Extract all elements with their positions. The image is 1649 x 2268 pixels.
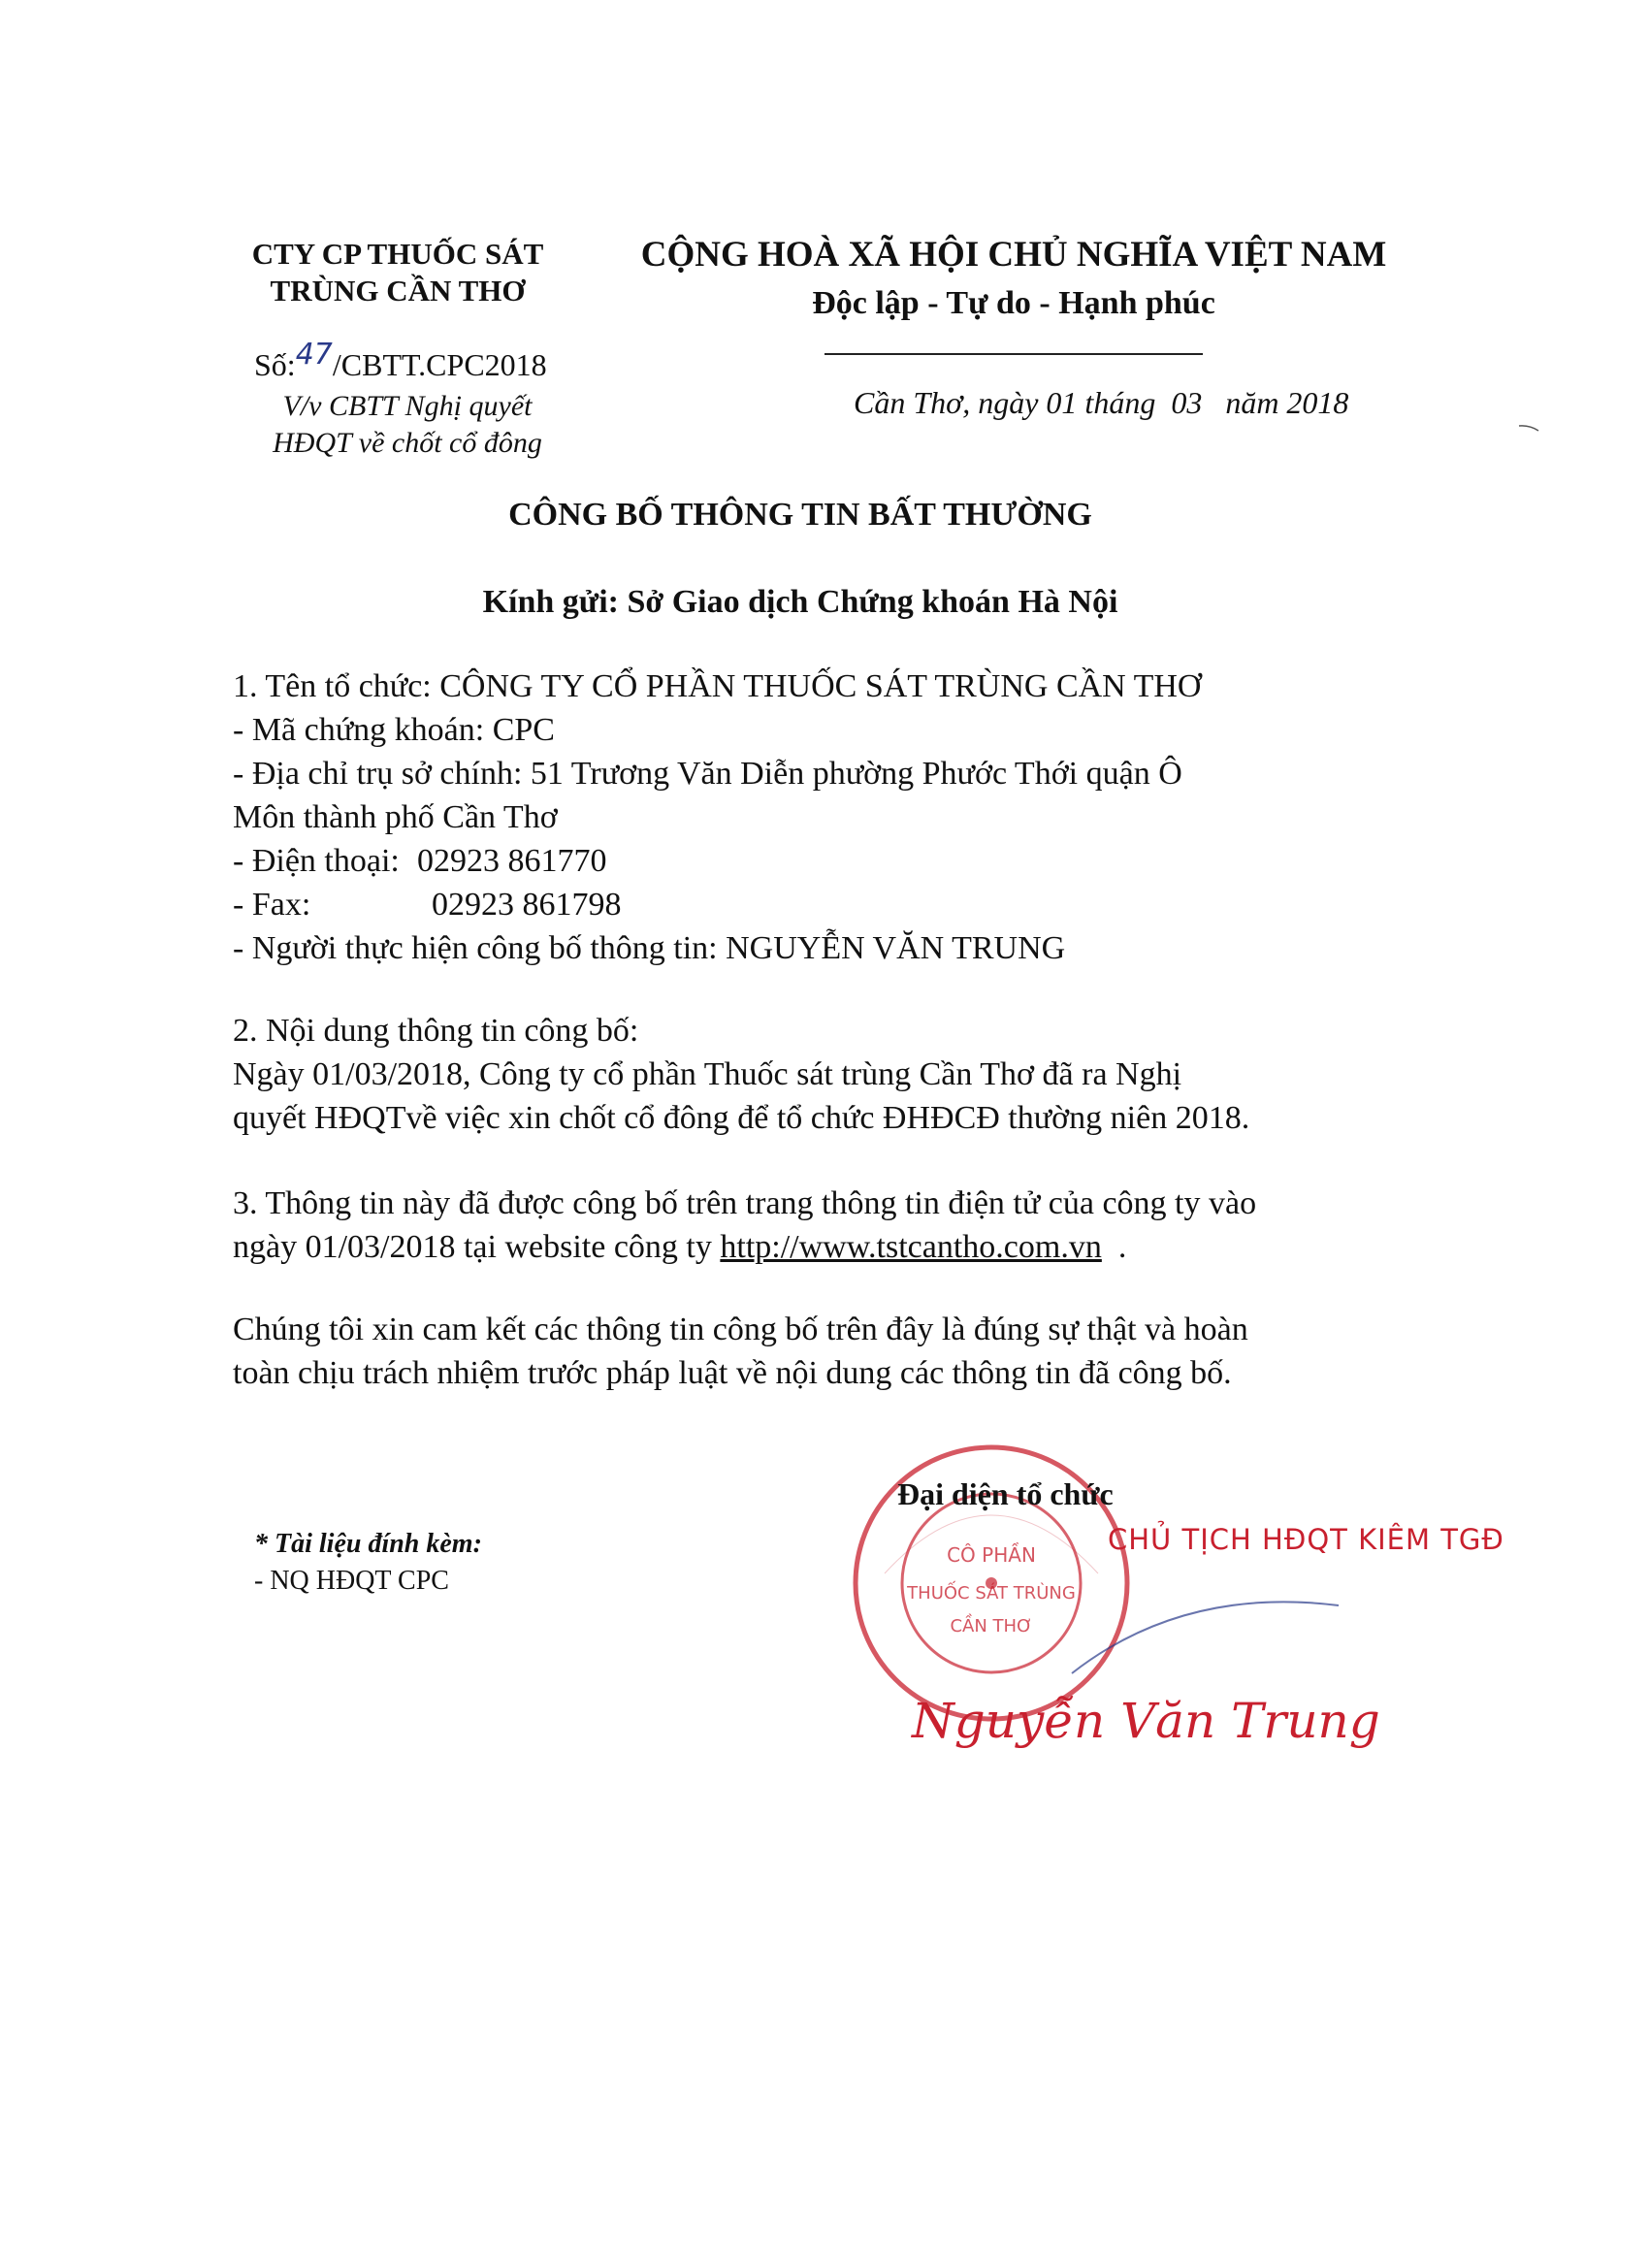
phone-number: 02923 861770 [417, 843, 607, 879]
section-organization [233, 664, 1436, 970]
motto-underline [824, 353, 1203, 355]
phone-label: - Điện thoại: [233, 843, 400, 879]
document-number [254, 338, 547, 383]
section2-line1: Ngày 01/03/2018, Công ty cổ phần Thuốc sát trùng Cần Thơ đã ra Nghị [233, 1056, 1182, 1092]
doc-no-handwritten: 47 [295, 338, 333, 372]
attachment-item: - NQ HĐQT CPC [254, 1566, 449, 1596]
section3-line2-prefix: ngày 01/03/2018 tại website công ty [233, 1229, 721, 1265]
company-name-line2: TRÙNG CẦN THƠ [270, 274, 526, 308]
fax-label: - Fax: [233, 887, 311, 923]
subject-line1: V/v CBTT Nghị quyết [282, 390, 533, 422]
commitment-line1: Chúng tôi xin cam kết các thông tin công bố trên đây là đúng sự thật và hoàn [233, 1312, 1248, 1347]
national-header [582, 231, 1445, 328]
company-name-line1: CTY CP THUỐC SÁT [251, 237, 544, 271]
discloser: - Người thực hiện công bố thông tin: NGUYỄN VĂN TRUNG [233, 930, 1066, 966]
section-content [233, 1009, 1436, 1140]
doc-no-suffix: /CBTT.CPC2018 [332, 347, 547, 382]
company-name-block [223, 236, 572, 309]
scan-artifact-icon [1518, 419, 1539, 427]
commitment [233, 1308, 1436, 1395]
country-name: CỘNG HOÀ XÃ HỘI CHỦ NGHĨA VIỆT NAM [640, 235, 1387, 275]
section2-heading: 2. Nội dung thông tin công bố: [233, 1013, 639, 1049]
org-label: 1. Tên tổ chức: [233, 668, 440, 704]
national-motto: Độc lập - Tự do - Hạnh phúc [812, 285, 1215, 321]
recipient: Kính gửi: Sở Giao dịch Chứng khoán Hà Nội [482, 584, 1118, 620]
doc-no-prefix: Số: [254, 347, 296, 382]
svg-text:CẦN THƠ: CẦN THƠ [950, 1616, 1033, 1636]
org-line [233, 664, 1436, 708]
website-link[interactable]: http://www.tstcantho.com.vn [720, 1229, 1102, 1265]
representative-label: Đại diện tổ chức [897, 1476, 1114, 1511]
document-title: CÔNG BỐ THÔNG TIN BẤT THƯỜNG [508, 497, 1092, 533]
document-subject [238, 388, 577, 462]
fax-number: 02923 861798 [432, 887, 622, 923]
section3-line2 [233, 1225, 1436, 1269]
position-stamp: CHỦ TỊCH HĐQT KIÊM TGĐ [1108, 1523, 1504, 1556]
section-publication [233, 1182, 1436, 1269]
address-line1: - Địa chỉ trụ sở chính: 51 Trương Văn Diễn phường Phước Thới quận Ô [233, 756, 1182, 792]
section3-line1: 3. Thông tin này đã được công bố trên trang thông tin điện tử của công ty vào [233, 1185, 1257, 1221]
fax-line [233, 883, 1436, 926]
signer-name: Nguyễn Văn Trung [912, 1693, 1380, 1749]
commitment-line2: toàn chịu trách nhiệm trước pháp luật về nội dung các thông tin đã công bố. [233, 1355, 1232, 1391]
stock-code: - Mã chứng khoán: CPC [233, 712, 555, 748]
subject-line2: HĐQT về chốt cổ đông [273, 427, 542, 459]
svg-text:THUỐC SÁT TRÙNG: THUỐC SÁT TRÙNG [907, 1583, 1076, 1604]
address-line2: Môn thành phố Cần Thơ [233, 799, 558, 835]
document-date: Cần Thơ, ngày 01 tháng 03 năm 2018 [854, 385, 1349, 420]
attachment-block [254, 1526, 482, 1600]
phone-line [233, 839, 1436, 883]
attachment-heading: * Tài liệu đính kèm: [254, 1529, 482, 1559]
section2-line2: quyết HĐQTvề việc xin chốt cổ đông để tổ chức ĐHĐCĐ thường niên 2018. [233, 1100, 1250, 1136]
section3-line2-suffix: . [1101, 1229, 1127, 1265]
org-name: CÔNG TY CỔ PHẦN THUỐC SÁT TRÙNG CẦN THƠ [439, 668, 1202, 704]
svg-text:CÔ PHẦN: CÔ PHẦN [947, 1543, 1036, 1567]
signature-stroke-icon [1067, 1567, 1358, 1688]
